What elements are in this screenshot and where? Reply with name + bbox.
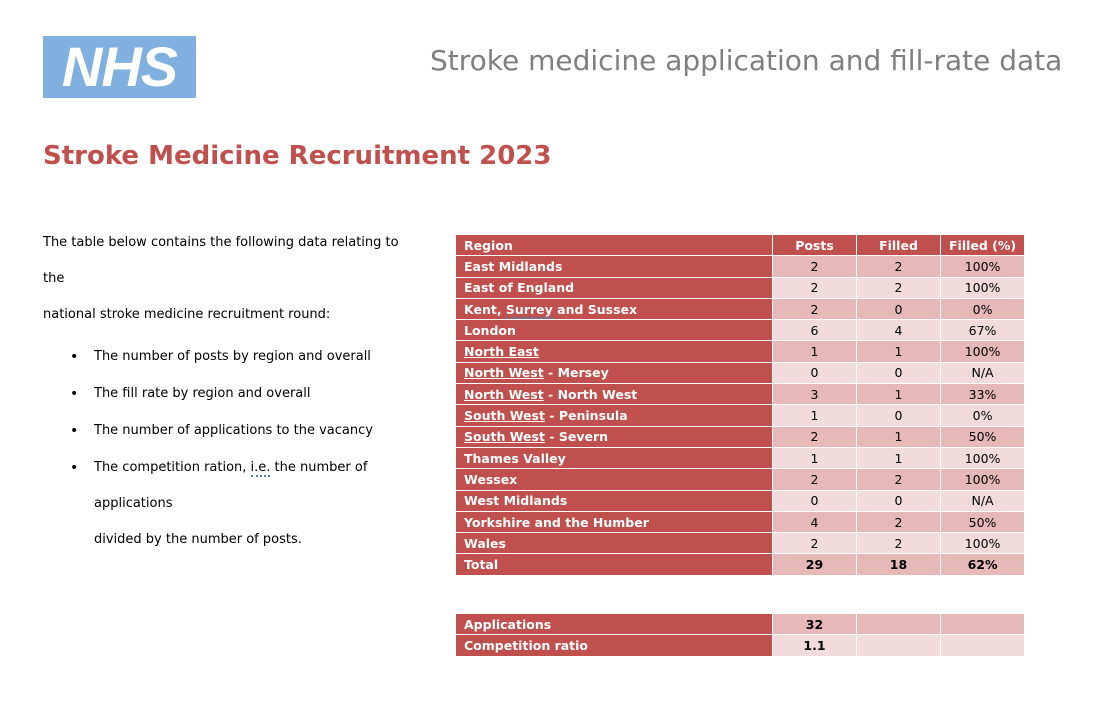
filled-cell: 0: [857, 405, 941, 426]
filled-pct-cell: 50%: [941, 511, 1025, 532]
table-row: [456, 426, 1025, 447]
ie-abbreviation: i.e.: [250, 460, 271, 475]
posts-cell: 2: [773, 426, 857, 447]
region-cell: East Midlands: [456, 256, 773, 277]
header-posts: Posts: [773, 235, 857, 256]
table-row: [456, 469, 1025, 490]
total-row: [456, 554, 1025, 575]
table-row: [456, 277, 1025, 298]
total-filled: 18: [857, 554, 941, 575]
table-header-row: [456, 235, 1025, 256]
posts-cell: 3: [773, 384, 857, 405]
posts-cell: 0: [773, 362, 857, 383]
region-text-underlined: South West: [464, 408, 545, 424]
table-row: [456, 533, 1025, 554]
bullet-text-continued: divided by the number of posts.: [94, 532, 302, 547]
filled-pct-cell: 100%: [941, 256, 1025, 277]
header-region: Region: [456, 235, 773, 256]
region-text: - Severn: [544, 429, 609, 445]
filled-pct-cell: 100%: [941, 277, 1025, 298]
region-text: Kent,: [464, 301, 506, 317]
bullet-text: The number of posts by region and overall: [94, 349, 371, 364]
posts-cell: 2: [773, 469, 857, 490]
table-row: [456, 384, 1025, 405]
competition-ratio-row: [456, 635, 1025, 656]
intro-line-2: national stroke medicine recruitment round:: [43, 307, 331, 322]
filled-pct-cell: 0%: [941, 298, 1025, 319]
region-cell: Wessex: [456, 469, 773, 490]
competition-ratio-label: Competition ratio: [456, 635, 773, 656]
filled-pct-cell: 0%: [941, 405, 1025, 426]
filled-cell: 2: [857, 277, 941, 298]
region-cell: [456, 341, 773, 362]
region-text-underlined: South West: [464, 429, 545, 445]
recruitment-table: [455, 234, 1025, 576]
table-row: [456, 405, 1025, 426]
bullet-text: The number of applications to the vacancy: [94, 423, 373, 438]
table-row: [456, 298, 1025, 319]
posts-cell: 2: [773, 533, 857, 554]
filled-pct-cell: 33%: [941, 384, 1025, 405]
region-cell: London: [456, 320, 773, 341]
filled-cell: 0: [857, 490, 941, 511]
region-cell: [456, 405, 773, 426]
region-cell: [456, 384, 773, 405]
region-text-underlined: North West: [464, 365, 544, 381]
filled-cell: 1: [857, 341, 941, 362]
table-row: [456, 320, 1025, 341]
region-text: - Peninsula: [544, 408, 628, 424]
filled-pct-cell: N/A: [941, 362, 1025, 383]
empty-cell: [857, 635, 941, 656]
posts-cell: 1: [773, 405, 857, 426]
region-text: - Mersey: [543, 365, 609, 381]
table-row: [456, 447, 1025, 468]
table-row: [456, 341, 1025, 362]
region-cell: West Midlands: [456, 490, 773, 511]
summary-table: [455, 613, 1025, 657]
applications-label: Applications: [456, 614, 773, 635]
filled-pct-cell: 100%: [941, 469, 1025, 490]
filled-cell: 0: [857, 298, 941, 319]
filled-pct-cell: 100%: [941, 533, 1025, 554]
filled-pct-cell: 50%: [941, 426, 1025, 447]
bullet-item: [43, 413, 423, 449]
empty-cell: [941, 614, 1025, 635]
nhs-logo-text: NHS: [61, 35, 178, 98]
region-text: - North West: [543, 386, 638, 402]
filled-cell: 2: [857, 469, 941, 490]
bullet-text: The fill rate by region and overall: [94, 386, 311, 401]
region-cell: East of England: [456, 277, 773, 298]
posts-cell: 2: [773, 298, 857, 319]
document-heading: Stroke medicine application and fill-rate data: [430, 44, 1063, 77]
posts-cell: 4: [773, 511, 857, 532]
table-row: [456, 511, 1025, 532]
region-cell: Yorkshire and the Humber: [456, 511, 773, 532]
header-filled-pct: Filled (%): [941, 235, 1025, 256]
applications-value: 32: [773, 614, 857, 635]
bullet-list: [43, 339, 423, 558]
region-cell: Thames Valley: [456, 447, 773, 468]
table-row: [456, 490, 1025, 511]
filled-cell: 2: [857, 511, 941, 532]
bullet-item: [43, 450, 423, 558]
region-text: and Sussex: [552, 301, 638, 317]
filled-pct-cell: 100%: [941, 341, 1025, 362]
filled-cell: 4: [857, 320, 941, 341]
total-label: Total: [456, 554, 773, 575]
total-posts: 29: [773, 554, 857, 575]
filled-pct-cell: 67%: [941, 320, 1025, 341]
intro-line-1: The table below contains the following data relating to the: [43, 235, 399, 286]
posts-cell: 2: [773, 256, 857, 277]
filled-cell: 0: [857, 362, 941, 383]
region-text-underlined: North East: [464, 344, 539, 360]
nhs-logo: [43, 36, 196, 98]
region-cell: [456, 362, 773, 383]
table-row: [456, 362, 1025, 383]
bullet-item: [43, 376, 423, 412]
posts-cell: 0: [773, 490, 857, 511]
filled-pct-cell: N/A: [941, 490, 1025, 511]
posts-cell: 6: [773, 320, 857, 341]
bullet-text: The competition ration,: [94, 460, 251, 475]
applications-row: [456, 614, 1025, 635]
region-cell: [456, 426, 773, 447]
page-title: Stroke Medicine Recruitment 2023: [43, 141, 552, 171]
posts-cell: 2: [773, 277, 857, 298]
competition-ratio-value: 1.1: [773, 635, 857, 656]
filled-cell: 2: [857, 533, 941, 554]
empty-cell: [941, 635, 1025, 656]
region-text-marked: Surrey: [505, 301, 553, 317]
posts-cell: 1: [773, 447, 857, 468]
empty-cell: [857, 614, 941, 635]
region-text-underlined: North West: [464, 386, 544, 402]
table-row: [456, 256, 1025, 277]
bullet-text: the number of applications: [94, 460, 368, 511]
filled-cell: 1: [857, 447, 941, 468]
filled-cell: 1: [857, 384, 941, 405]
intro-section: [43, 225, 423, 559]
region-cell: [456, 298, 773, 319]
filled-pct-cell: 100%: [941, 447, 1025, 468]
posts-cell: 1: [773, 341, 857, 362]
filled-cell: 1: [857, 426, 941, 447]
filled-cell: 2: [857, 256, 941, 277]
header-filled: Filled: [857, 235, 941, 256]
bullet-item: [43, 339, 423, 375]
total-filled-pct: 62%: [941, 554, 1025, 575]
region-cell: Wales: [456, 533, 773, 554]
